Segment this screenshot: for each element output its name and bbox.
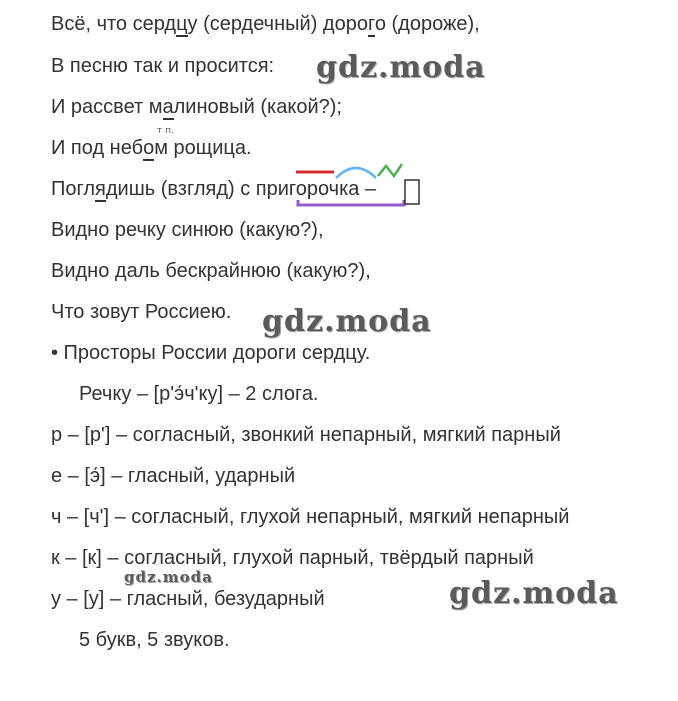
sound-analysis-k [51, 546, 534, 570]
text-segment: р – [р'] – согласный, звонкий непарный, мягкий парный [51, 424, 561, 446]
ending-box [405, 180, 419, 204]
poem-line-4 [51, 136, 252, 160]
underlined-letter: ц [176, 13, 188, 35]
text-segment: – [359, 178, 377, 200]
text-segment: • Просторы России дороги сердцу. [51, 342, 371, 364]
sound-analysis-u [51, 587, 325, 611]
text-segment: Видно даль бескрайнюю (какую?), [51, 260, 371, 282]
sound-analysis-e [51, 464, 295, 488]
text-segment: у (сердечный) доро [187, 13, 368, 35]
poem-line-8 [51, 300, 231, 324]
text-segment: дишь (взгляд) с пригорочк [105, 178, 349, 200]
underlined-letter: о [143, 137, 155, 159]
text-segment: о (дороже), [374, 13, 480, 35]
ending-letter: а [348, 178, 360, 200]
text-segment: у – [у] – гласный, безударный [51, 588, 325, 610]
text-segment: 5 букв, 5 звуков. [79, 629, 230, 651]
text-segment: И рассвет м [51, 96, 163, 118]
text-segment: В песню так и просится: [51, 55, 275, 77]
poem-line-3 [51, 95, 342, 119]
text-segment: линовый (какой?); [173, 96, 342, 118]
text-segment: Видно речку синюю (какую?), [51, 219, 324, 241]
bullet-sentence [51, 341, 370, 365]
poem-line-6 [51, 218, 324, 242]
watermark: gdz.moda [449, 576, 619, 611]
suffix-mark [378, 164, 402, 176]
text-segment: Речку – [р'э́ч'ку] – 2 слога. [79, 383, 319, 405]
poem-line-7 [51, 259, 371, 283]
watermark: gdz.moda [316, 50, 486, 85]
text-segment: е – [э́] – гласный, ударный [51, 465, 296, 487]
underlined-letter: г [367, 13, 375, 35]
poem-line-1 [51, 12, 480, 36]
underlined-letter: а [162, 96, 174, 118]
text-segment: Что зовут Россиею. [51, 301, 232, 323]
text-segment: Всё, что серд [51, 13, 177, 35]
text-segment: ч – [ч'] – согласный, глухой непарный, мягкий непарный [51, 506, 570, 528]
underlined-letter: я [95, 178, 106, 200]
poem-line-2 [51, 54, 274, 78]
text-segment: м рощица. [154, 137, 252, 159]
case-annotation: т п. [157, 126, 174, 136]
poem-line-5 [51, 177, 376, 201]
phonetic-transcription [79, 382, 319, 406]
text-segment: И под неб [51, 137, 144, 159]
text-segment: Погл [51, 178, 96, 200]
watermark: gdz.moda [124, 568, 213, 586]
watermark: gdz.moda [262, 304, 432, 339]
sound-analysis-r [51, 423, 561, 447]
text-segment: к – [к] – согласный, глухой парный, твёрдый парный [51, 547, 534, 569]
letters-sounds-count [79, 628, 230, 652]
sound-analysis-ch [51, 505, 569, 529]
